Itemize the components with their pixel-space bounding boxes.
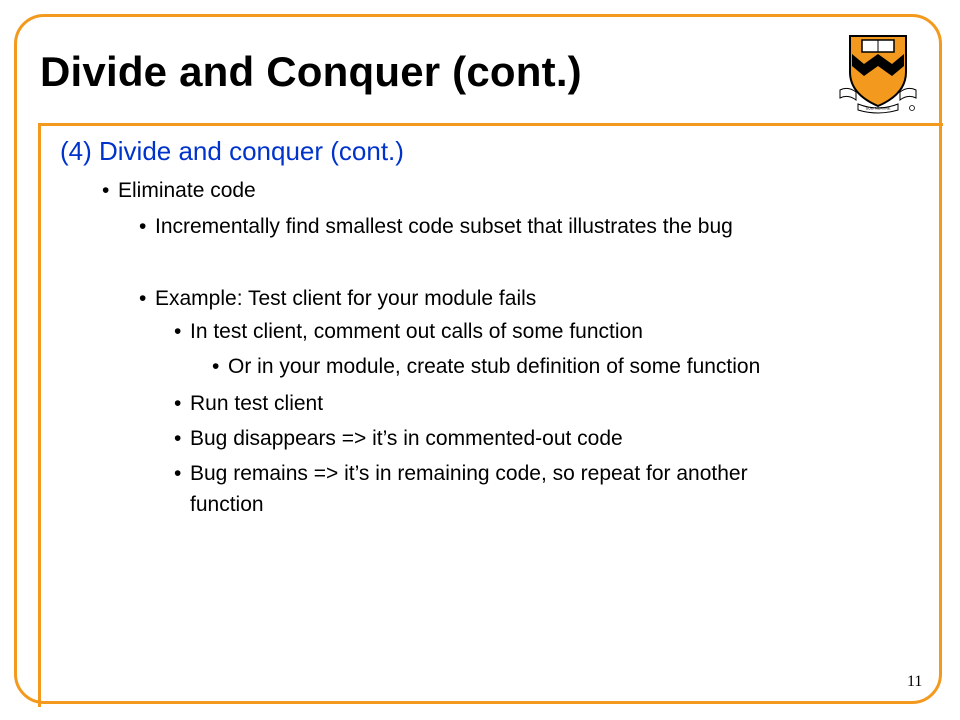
bullet-icon: • bbox=[212, 355, 220, 378]
page-number: 11 bbox=[907, 673, 923, 690]
bullet-icon: • bbox=[174, 320, 182, 343]
svg-text:SUB NUMINE: SUB NUMINE bbox=[865, 105, 891, 111]
bullet-icon: • bbox=[174, 427, 182, 450]
bullet-comment-out: • In test client, comment out calls of some function bbox=[190, 318, 643, 346]
left-accent-rule bbox=[38, 123, 41, 707]
bullet-bug-remains: • Bug remains => it’s in remaining code, so repeat for another bbox=[190, 460, 748, 488]
bullet-run-test-client: • Run test client bbox=[190, 390, 323, 418]
slide-title: Divide and Conquer (cont.) bbox=[40, 48, 582, 95]
bullet-icon: • bbox=[102, 179, 110, 202]
bullet-stub-definition: • Or in your module, create stub definition of some function bbox=[228, 353, 760, 381]
bullet-bug-remains-continued: function bbox=[190, 493, 264, 516]
bullet-eliminate-code: • Eliminate code bbox=[118, 177, 256, 205]
bullet-icon: • bbox=[174, 462, 182, 485]
bullet-example: • Example: Test client for your module fails bbox=[155, 285, 536, 313]
bullet-icon: • bbox=[139, 287, 147, 310]
princeton-shield-icon bbox=[838, 34, 918, 114]
title-divider-rule bbox=[41, 123, 943, 126]
bullet-icon: • bbox=[139, 215, 147, 238]
bullet-incrementally-find: • Incrementally find smallest code subset that illustrates the bug bbox=[155, 213, 733, 241]
bullet-bug-disappears: • Bug disappears => it’s in commented-out code bbox=[190, 425, 623, 453]
bullet-icon: • bbox=[174, 392, 182, 415]
level0-heading: (4) Divide and conquer (cont.) bbox=[60, 136, 404, 166]
